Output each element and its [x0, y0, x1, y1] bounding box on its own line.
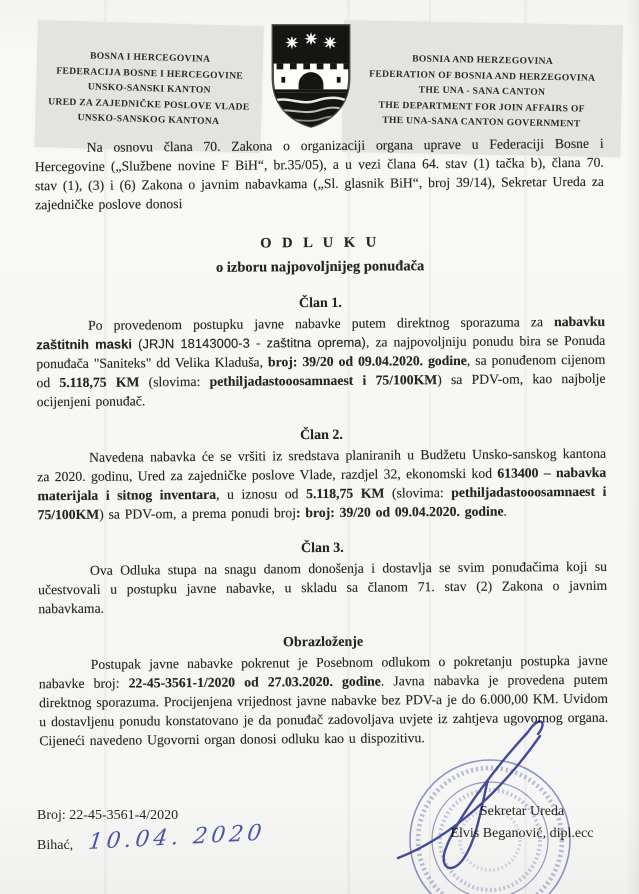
- place-and-date-line: [37, 820, 267, 855]
- handwritten-date: 10.04. 2020: [87, 820, 267, 855]
- coat-of-arms-icon: [268, 22, 354, 130]
- article-3: [38, 537, 608, 618]
- header-line: BOSNIA AND HERZEGOVINA: [412, 53, 554, 68]
- document-footer: [37, 806, 606, 894]
- decision-title-block: [35, 232, 604, 279]
- article-3-paragraph: Ova Odluka stupa na snagu danom donošenja i dostavlja se svim ponuđačima koji su učestvovali u postupku javne nabavke, u skladu sa članom 71. stav (2) Zakona o javnim nabavkama.: [38, 558, 608, 617]
- article-1: [36, 292, 606, 411]
- header-line: UNSKO-SANSKOG KANTONA: [77, 112, 220, 128]
- signatory-name: Elvis Beganović, dipl.ecc: [450, 826, 594, 841]
- decision-title: O D L U K U: [260, 234, 380, 252]
- header-line: BOSNA I HERCEGOVINA: [89, 50, 211, 65]
- article-3-heading: Član 3.: [300, 540, 344, 557]
- article-1-paragraph: Po provedenom postupku javne nabavke putem direktnog sporazuma za nabavku zaštitnih maski (JRJN 18143000-3 - zaštitna oprema), za najpovoljniju ponudu bira se Ponuda ponuđača "Saniteks" dd Velika Kladuša, broj: 39/20 od 09.04.2020. godine, sa ponuđenom cijenom od 5.118,75 KM (slovima: pethiljadastooosamnaest i 75/100KM) sa PDV-om, kao najbolje ocijenjeni ponuđač.: [36, 313, 606, 410]
- decision-subtitle: o izboru najpovoljnijeg ponuđača: [215, 258, 425, 276]
- reference-number: Broj: 22-45-3561-4/2020: [37, 808, 179, 823]
- header-line: THE DEPARTMENT FOR JOIN AFFAIRS OF: [378, 99, 586, 115]
- header-line: FEDERACIJA BOSNE I HERCEGOVINE: [56, 65, 244, 82]
- article-2-heading: Član 2.: [299, 427, 343, 444]
- header-line: THE UNA-SANA CANTON GOVERNMENT: [382, 114, 581, 130]
- header-line: THE UNA - SANA CANTON: [418, 84, 546, 98]
- document-header: [38, 20, 623, 152]
- article-2: [37, 424, 607, 524]
- header-left-institution: [34, 20, 264, 153]
- header-line: URED ZA ZAJEDNIČKE POSLOVE VLADE: [48, 95, 250, 113]
- document-body: [35, 134, 609, 750]
- preamble-paragraph: Na osnovu člana 70. Zakona o organizaciji organa uprave u Federaciji Bosne i Hercegovine („Službene novine F BiH“, br.35/05), a u vezi člana 64. stav (1) tačka b), člana 70. stav (1), (3) i (6) Zakona o javnim nabavkama („Sl. glasnik BiH“, broj 39/14), Sekretar Ureda za zajedničke poslove donosi: [34, 135, 605, 213]
- place-label: Bihać,: [37, 838, 74, 853]
- article-2-paragraph: Navedena nabavka će se vršiti iz sredstava planiranih u Budžetu Unsko-sanskog kantona za 2020. godinu, Ured za zajedničke poslove Vlade, razdjel 32, ekonomski kod 613400 – nabavka materijala i sitnog inventara, u iznosu od 5.118,75 KM (slovima: pethiljadastooosamnaest i 75/100KM) sa PDV-om, a prema ponudi broj: broj: 39/20 od 09.04.2020. godine.: [37, 445, 607, 523]
- header-line: UNSKO-SANSKI KANTON: [87, 81, 211, 96]
- article-1-heading: Član 1.: [298, 295, 342, 312]
- signature-title: Sekretar Ureda: [479, 804, 565, 819]
- rationale-paragraph: Postupak javne nabavke pokrenut je Posebnom odlukom o pokretanju postupka javne nabavke broj: 22-45-3561-1/2020 od 27.03.2020. godine. Javna nabavka je provedena putem direktnog sporazuma. Procijenjena vrijednost javne nabavke bez PDV-a je do 6.000,00 KM. Uvidom u dostavljenu ponudu konstatovano je da ponuđač zadovoljava uvjete iz zahtjeva ugovornog organa. Cijeneći navedeno Ugovorni organ donosi odluku kao u dispozitivu.: [38, 652, 609, 749]
- rationale-heading: Obrazloženje: [282, 634, 364, 651]
- header-line: FEDERATION OF BOSNIA AND HERZEGOVINA: [369, 67, 596, 84]
- rationale-section: [39, 631, 609, 750]
- scan-edge-shadow: [625, 0, 639, 894]
